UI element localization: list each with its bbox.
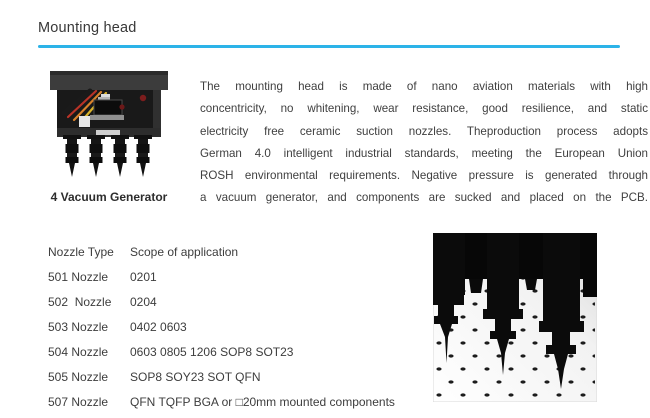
table-row-type: 505 Nozzle <box>48 370 109 384</box>
figure-caption: 4 Vacuum Generator <box>50 190 168 204</box>
table-row-type: 503 Nozzle <box>48 320 109 334</box>
intro-paragraph <box>200 76 648 210</box>
table-row-scope: 0204 <box>130 295 157 309</box>
column-header-scope: Scope of application <box>130 245 239 259</box>
vacuum-generator-image <box>50 71 168 181</box>
table-row-scope: 0603 0805 1206 SOP8 SOT23 <box>130 345 294 359</box>
nozzle-table <box>48 240 395 415</box>
page-title: Mounting head <box>38 20 137 36</box>
table-row-scope: 0201 <box>130 270 157 284</box>
table-row-type: 501 Nozzle <box>48 270 109 284</box>
nozzle-closeup-image <box>433 233 597 402</box>
intro-line: electricity free ceramic suction nozzles. Theproduction process adopts <box>200 124 648 138</box>
title-accent-rule <box>38 45 620 48</box>
table-row-scope: QFN TQFP BGA or □20mm mounted components <box>130 395 395 409</box>
table-row-type: 504 Nozzle <box>48 345 109 359</box>
table-row-type: 502 Nozzle <box>48 295 112 309</box>
intro-line: German 4.0 intelligent industrial standards, meeting the European Union <box>200 146 648 160</box>
intro-line: ROSH environmental requirements. Negative pressure is generated through <box>200 169 648 183</box>
intro-line: concentricity, no whitening, wear resistance, good resilience, and static <box>200 102 648 116</box>
intro-line: The mounting head is made of nano aviation materials with high <box>200 80 648 93</box>
vacuum-generator-figure <box>50 71 168 204</box>
table-row-type: 507 Nozzle <box>48 395 109 409</box>
table-row-scope: 0402 0603 <box>130 320 187 334</box>
intro-line: a vacuum generator, and components are sucked and placed on the PCB. <box>200 191 648 205</box>
column-header-nozzle-type: Nozzle Type <box>48 245 114 259</box>
table-row-scope: SOP8 SOY23 SOT QFN <box>130 370 261 384</box>
